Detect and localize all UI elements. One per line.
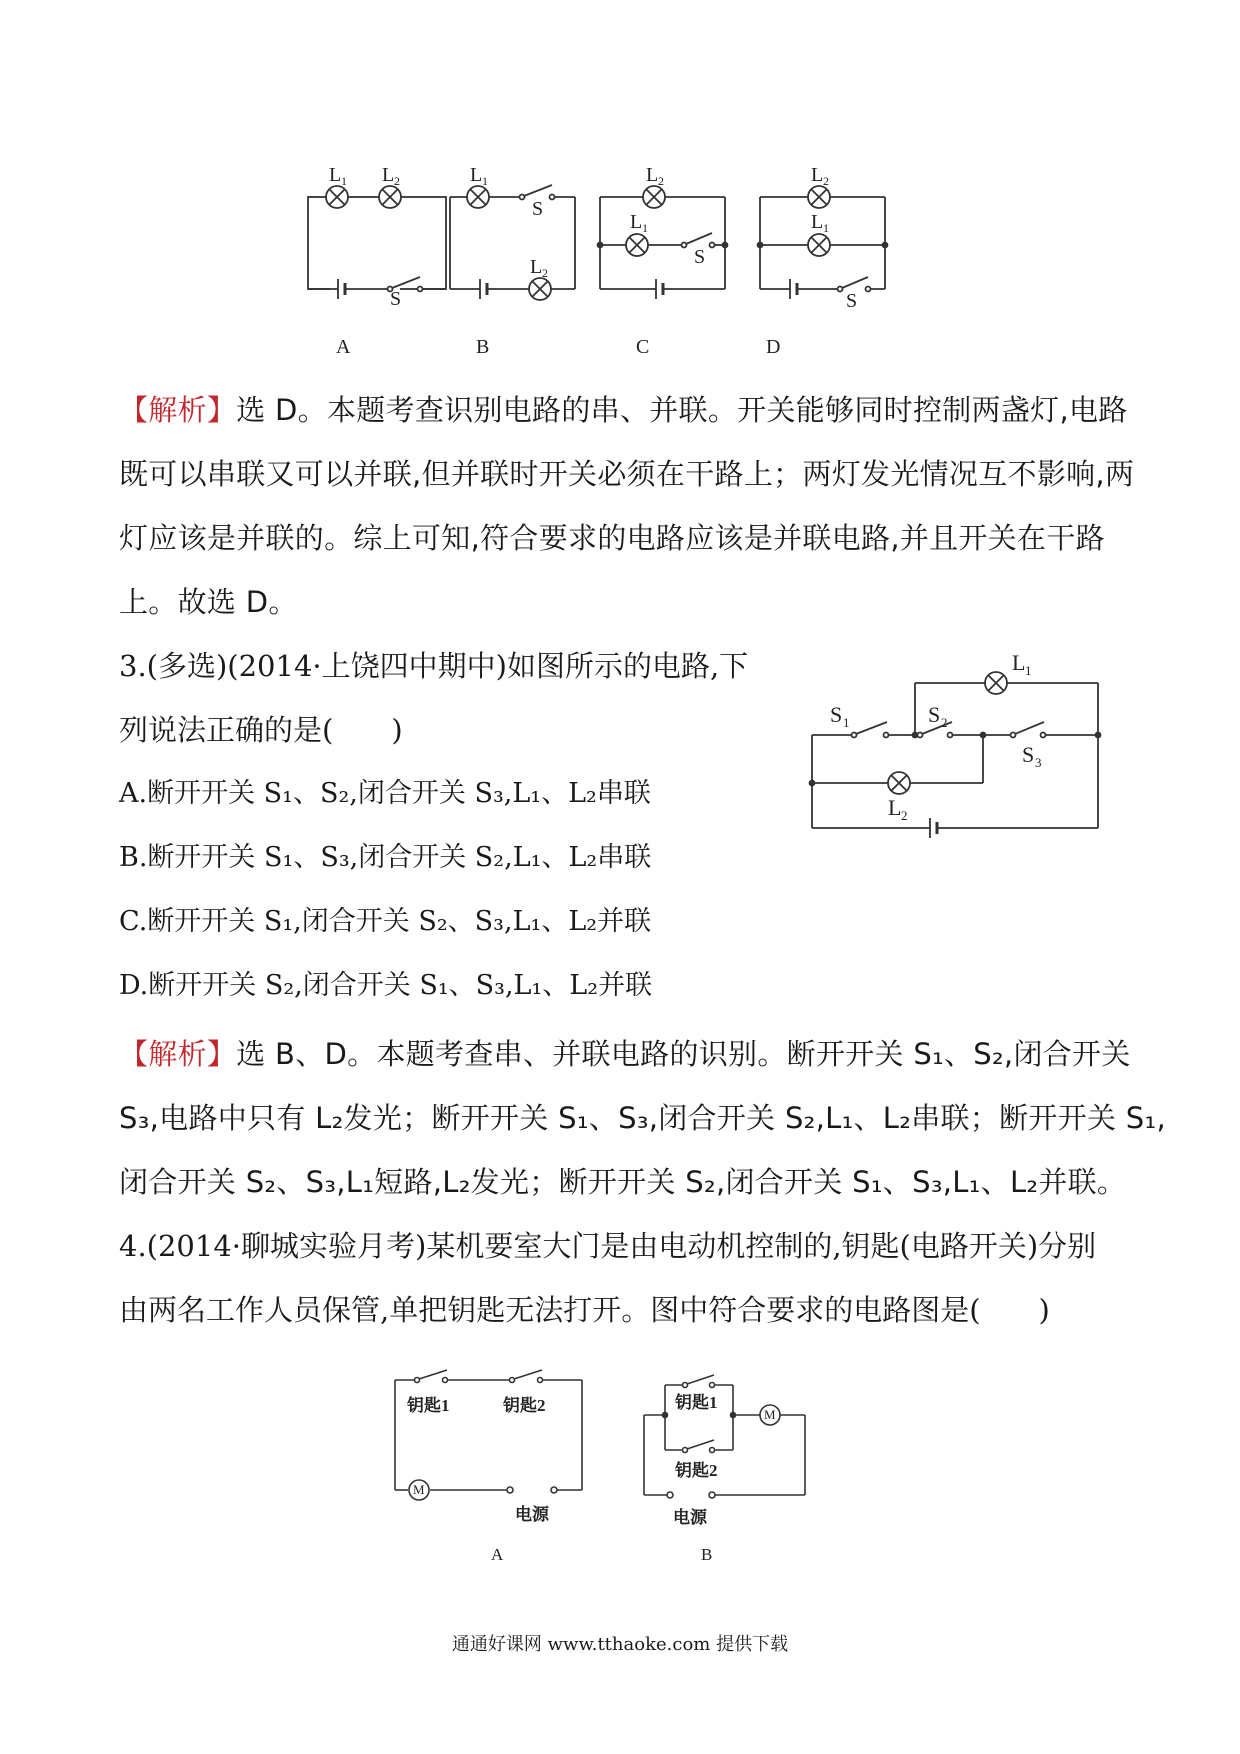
svg-text:2: 2 — [658, 174, 664, 188]
svg-text:1: 1 — [341, 174, 347, 188]
caption-b: B — [701, 1545, 713, 1564]
caption-a: A — [491, 1545, 504, 1564]
caption-a: A — [336, 336, 351, 358]
svg-text:2: 2 — [823, 174, 829, 188]
svg-text:L: L — [811, 211, 824, 233]
label-l2: L — [888, 795, 902, 820]
question-stem: 3.(多选)(2014·上饶四中期中)如图所示的电路,下 — [119, 649, 749, 683]
label-key2: 钥匙2 — [503, 1396, 546, 1415]
svg-text:L: L — [470, 164, 483, 186]
motor-icon: M — [413, 1482, 425, 1497]
caption-c: C — [636, 336, 650, 358]
circuit-d — [758, 164, 888, 358]
analysis-line: S₃,电路中只有 L₂发光；断开开关 S₁、S₃,闭合开关 S₂,L₁、L₂串联；断开开关 S₁, — [119, 1101, 1166, 1135]
caption-d: D — [766, 336, 781, 358]
analysis-line: 既可以串联又可以并联,但并联时开关必须在干路上；两灯发光情况互不影响,两 — [119, 457, 1135, 491]
question-stem: 4.(2014·聊城实验月考)某机要室大门是由电动机控制的,钥匙(电路开关)分别 — [119, 1229, 1097, 1263]
circuit-b — [450, 164, 575, 358]
svg-text:1: 1 — [482, 174, 488, 188]
svg-text:1: 1 — [1025, 663, 1032, 678]
caption-b: B — [476, 336, 490, 358]
option-b: B.断开开关 S₁、S₃,闭合开关 S₂,L₁、L₂串联 — [119, 842, 652, 873]
svg-text:S: S — [846, 290, 858, 312]
circuit-q4-b — [644, 1375, 805, 1564]
svg-text:L: L — [811, 164, 824, 186]
label-l1-a: L — [329, 164, 342, 186]
motor-icon: M — [764, 1407, 776, 1422]
label-l2-a: L — [382, 164, 395, 186]
svg-text:L: L — [630, 211, 643, 233]
label-s-a: S — [390, 288, 402, 310]
option-c: C.断开开关 S₁,闭合开关 S₂、S₃,L₁、L₂并联 — [119, 906, 652, 937]
svg-text:S: S — [694, 246, 706, 268]
option-d: D.断开开关 S₂,闭合开关 S₁、S₃,L₁、L₂并联 — [119, 970, 653, 1001]
svg-text:2: 2 — [542, 266, 548, 280]
svg-text:1: 1 — [642, 221, 648, 235]
svg-text:S: S — [532, 198, 544, 220]
analysis-line: 灯应该是并联的。综上可知,符合要求的电路应该是并联电路,并且开关在干路 — [119, 521, 1105, 555]
figure-circuit-q3 — [800, 650, 1120, 850]
label-key1: 钥匙1 — [675, 1393, 718, 1412]
svg-text:L: L — [530, 256, 543, 278]
circuit-c — [598, 164, 728, 358]
label-key1: 钥匙1 — [407, 1396, 450, 1415]
label-power: 电源 — [515, 1505, 549, 1524]
circuit-q4-a — [395, 1370, 582, 1564]
analysis-tag: 【解析】 — [119, 1037, 237, 1071]
svg-text:2: 2 — [394, 174, 400, 188]
svg-text:1: 1 — [843, 715, 850, 730]
analysis-line: 上。故选 D。 — [119, 585, 298, 619]
option-a: A.断开开关 S₁、S₂,闭合开关 S₃,L₁、L₂串联 — [119, 778, 651, 809]
label-key2: 钥匙2 — [675, 1461, 718, 1480]
analysis-tag: 【解析】 — [119, 393, 237, 427]
page-footer: 通通好课网 www.tthaoke.com 提供下载 — [451, 1634, 789, 1655]
question-stem: 由两名工作人员保管,单把钥匙无法打开。图中符合要求的电路图是( ) — [119, 1293, 1050, 1327]
svg-text:2: 2 — [941, 715, 948, 730]
svg-text:3: 3 — [1035, 755, 1042, 770]
label-l1: L — [1012, 650, 1026, 675]
question-stem: 列说法正确的是( ) — [119, 713, 403, 747]
analysis-line: 闭合开关 S₂、S₃,L₁短路,L₂发光；断开开关 S₂,闭合开关 S₁、S₃,L₁、L₂并联。 — [119, 1165, 1127, 1199]
label-s3: S — [1022, 742, 1035, 767]
label-s2: S — [928, 702, 941, 727]
svg-text:2: 2 — [901, 808, 908, 823]
svg-text:1: 1 — [823, 221, 829, 235]
circuit-a — [308, 164, 446, 358]
svg-text:L: L — [646, 164, 659, 186]
label-s1: S — [830, 702, 843, 727]
analysis-line: 选 B、D。本题考查串、并联电路的识别。断开开关 S₁、S₂,闭合开关 — [236, 1037, 1131, 1071]
analysis-line: 选 D。本题考查识别电路的串、并联。开关能够同时控制两盏灯,电路 — [236, 393, 1128, 427]
figure-circuit-q4 — [385, 1360, 865, 1565]
figure-circuits-abcd — [300, 155, 950, 360]
label-power: 电源 — [673, 1508, 707, 1527]
